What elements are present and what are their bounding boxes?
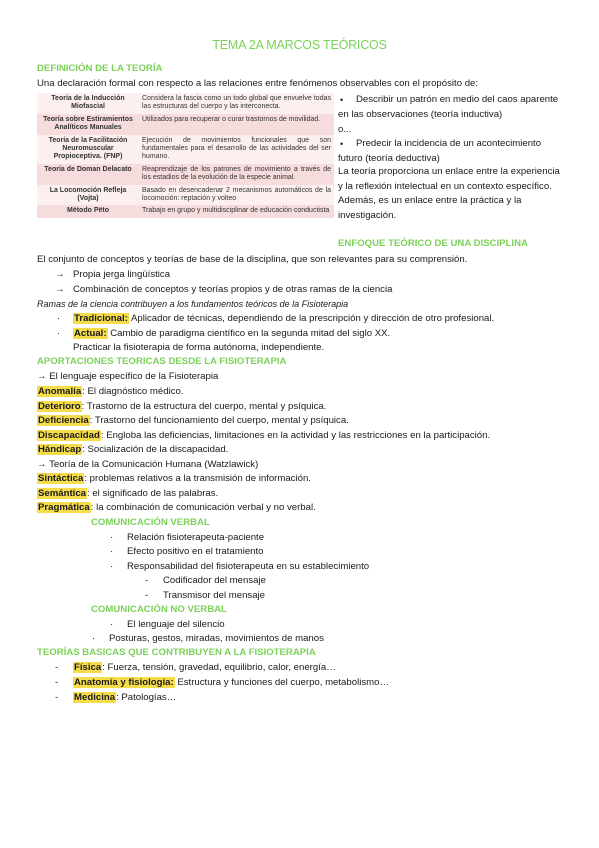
discapacidad-label: Discapacidad [38,430,100,441]
theories-table [37,93,334,218]
handicap-line [37,444,228,456]
table-row [37,164,334,185]
medicina-label: Medicina [74,692,116,703]
heading-definicion: DEFINICIÓN DE LA TEORÍA [37,63,163,74]
table-row [37,114,334,135]
anomalia-text: : El diagnóstico médico. [82,386,184,397]
bullet-icon: • [340,139,344,149]
theory-name: Teoría de la Inducción Miofascial [37,93,139,114]
table-row [37,135,334,164]
fisica-line [73,662,336,674]
dot-icon: · [110,561,114,572]
pragmatica-line [37,502,316,514]
cnv-item: El lenguaje del silencio [127,619,225,630]
medicina-text: : Patologías… [116,692,177,703]
fisica-label: Física [74,662,102,673]
tradicional-text: Aplicador de técnicas, dependiendo de la prescripción y dirección de otro profesional. [130,313,495,324]
pragmatica-label: Pragmática [38,502,90,513]
arrow-icon: → [55,269,65,280]
enfoque-intro: El conjunto de conceptos y teorías de base de la disciplina, que son relevantes para su comprensión. [37,254,468,265]
bullet-icon: • [340,95,344,105]
dash-icon: - [55,662,59,673]
dot-icon: · [57,313,61,324]
dot-icon: · [110,619,114,630]
deficiencia-label: Deficiencia [38,415,89,426]
dash-icon: - [145,590,149,601]
anatomia-line [73,677,389,689]
right-paragraph: La teoría proporciona un enlace entre la experiencia y la reflexión intelectual en un contexto específico. Además, es un enlace entre la práctica y la investigación. [338,166,560,221]
sintactica-label: Sintáctica [38,473,84,484]
deficiencia-line [37,415,349,427]
tradicional-line [73,313,494,325]
ramas-text: Ramas de la ciencia contribuyen a los fundamentos teóricos de la Fisioterapia [37,299,349,309]
theory-desc: Considera la fascia como un todo global que envuelve todas las estructuras del cuerpo y las interconecta. [139,93,334,114]
actual-line [73,328,390,340]
dot-icon: · [110,532,114,543]
table-row [37,205,334,217]
cv-subitem: Codificador del mensaje [163,575,266,586]
table-row [37,93,334,114]
theory-desc: Ejecución de movimientos funcionales que son fundamentales para el desarrollo de las actividades del ser humano. [139,135,334,164]
deterioro-label: Deterioro [38,401,81,412]
heading-aportaciones: APORTACIONES TEORICAS DESDE LA FISIOTERAPIA [37,356,287,367]
tradicional-label: Tradicional: [74,313,128,324]
heading-basicas: TEORÍAS BASICAS QUE CONTRIBUYEN A LA FISIOTERAPIA [37,647,316,658]
fisica-text: : Fuerza, tensión, gravedad, equilibrio, calor, energía… [102,662,336,673]
deficiencia-text: : Trastorno del funcionamiento del cuerpo, mental y psíquica. [89,415,349,426]
cv-item: Responsabilidad del fisioterapeuta en su establecimiento [127,561,370,572]
semantica-label: Semántica [38,488,86,499]
theory-name: Método Pëto [37,205,139,217]
actual-text: Cambio de paradigma científico en la segunda mitad del siglo XX. [110,328,391,339]
right-bullet-2: Predecir la incidencia de un acontecimiento futuro (teoría deductiva) [338,138,542,164]
anomalia-label: Anomalía [38,386,82,397]
aport-line-2: → Teoría de la Comunicación Humana (Watzlawick) [37,459,259,470]
dot-icon: · [92,633,96,644]
actual-text-2: Practicar la fisioterapia de forma autónoma, independiente. [73,342,325,353]
handicap-label: Hándicap [38,444,82,455]
heading-com-verbal: COMUNICACIÓN VERBAL [91,517,210,528]
sintactica-line [37,473,311,485]
definicion-intro: Una declaración formal con respecto a las relaciones entre fenómenos observables con el propósito de: [37,78,479,89]
cv-item: Efecto positivo en el tratamiento [127,546,264,557]
theory-name: La Locomoción Refleja (Vojta) [37,185,139,206]
enfoque-item: Combinación de conceptos y teorías propios y de otras ramas de la ciencia [73,284,393,295]
cv-item: Relación fisioterapeuta-paciente [127,532,265,543]
dash-icon: - [145,575,149,586]
sintactica-text: : problemas relativos a la transmisión de información. [84,473,311,484]
actual-label: Actual: [74,328,107,339]
right-bullet-1: Describir un patrón en medio del caos aparente en las observaciones (teoría inductiva) [338,94,559,120]
theory-name: Teoría de Doman Delacato [37,164,139,185]
anatomia-label: Anatomía y fisiología: [74,677,174,688]
discapacidad-text: : Engloba las deficiencias, limitaciones en la actividad y las restricciones en la participación. [100,430,491,441]
cv-subitem: Transmisor del mensaje [163,590,266,601]
theory-desc: Reaprendizaje de los patrones de movimiento a través de los estadios de la evolución de la especie animal. [139,164,334,185]
dash-icon: - [55,677,59,688]
aport-line-1: → El lenguaje específico de la Fisioterapia [37,371,219,382]
theory-desc: Basado en desencadenar 2 mecanismos automáticos de la locomoción: reptación y volteo [139,185,334,206]
table-row [37,185,334,206]
deterioro-line [37,401,326,413]
pragmatica-text: : la combinación de comunicación verbal y no verbal. [90,502,316,513]
dash-icon: - [55,692,59,703]
deterioro-text: : Trastorno de la estructura del cuerpo, mental y psíquica. [81,401,327,412]
theory-name: Teoría de la Facilitación Neuromuscular Propioceptiva. (FNP) [37,135,139,164]
theory-desc: Trabajo en grupo y multidisciplinar de educación conductista [139,205,334,217]
page-title: TEMA 2A MARCOS TEÓRICOS [212,38,387,52]
theory-name: Teoría sobre Estiramientos Analíticos Manuales [37,114,139,135]
anatomia-text: Estructura y funciones del cuerpo, metabolismo… [174,677,390,688]
handicap-text: : Socialización de la discapacidad. [82,444,229,455]
enfoque-item: Propia jerga lingüística [73,269,171,280]
medicina-line [73,692,176,704]
arrow-icon: → [55,284,65,295]
theory-desc: Utilizados para recuperar o curar trastornos de movilidad. [139,114,334,135]
cnv-item: Posturas, gestos, miradas, movimientos de manos [109,633,324,644]
discapacidad-line [37,430,490,442]
heading-enfoque: ENFOQUE TEÓRICO DE UNA DISCIPLINA [338,238,528,249]
dot-icon: · [110,546,114,557]
semantica-line [37,488,218,500]
semantica-text: : el significado de las palabras. [87,488,219,499]
heading-com-no-verbal: COMUNICACIÓN NO VERBAL [91,604,227,615]
dot-icon: · [57,328,61,339]
right-or: o... [338,124,352,135]
anomalia-line [37,386,184,398]
